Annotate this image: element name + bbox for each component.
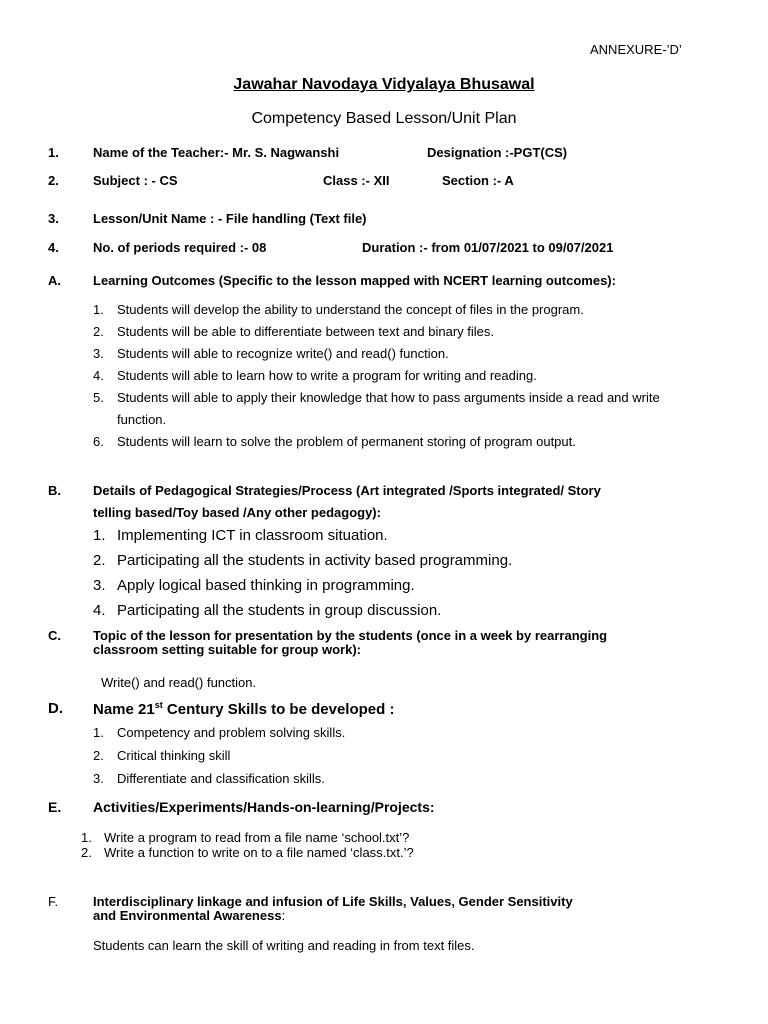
field-number-2: 2. [48,173,59,188]
duration: Duration :- from 01/07/2021 to 09/07/2021 [362,240,614,255]
school-title: Jawahar Navodaya Vidyalaya Bhusawal [233,76,535,93]
field-number-1: 1. [48,145,59,160]
section-f-heading-line2: and Environmental Awareness: [93,908,286,923]
list-item: 1. Implementing ICT in classroom situation. [93,527,388,544]
section-a-letter: A. [48,273,61,288]
field-number-4: 4. [48,240,59,255]
section-f-body: Students can learn the skill of writing and reading in from text files. [93,938,475,953]
list-item: 3. Apply logical based thinking in programming. [93,577,415,594]
section-e-heading: Activities/Experiments/Hands-on-learning/Projects: [93,799,435,815]
section-b-heading-line1: Details of Pedagogical Strategies/Process (Art integrated /Sports integrated/ Story [93,483,601,498]
section-c-heading-line2: classroom setting suitable for group work): [93,642,361,657]
list-item: 4. Participating all the students in group discussion. [93,602,442,619]
section-d-heading: Name 21st Century Skills to be developed : [93,700,395,718]
list-item: 5. Students will able to apply their knowledge that how to pass arguments inside a read and write [93,390,660,405]
learning-outcomes-list [93,302,660,456]
skills-list [93,725,345,794]
section-b-letter: B. [48,483,61,498]
pedagogy-list [93,527,512,627]
list-item: 4. Students will able to learn how to write a program for writing and reading. [93,368,537,383]
activities-list [81,830,414,860]
list-item: 3. Differentiate and classification skills. [93,771,325,786]
subject: Subject : - CS [93,173,178,188]
list-item: 2. Participating all the students in activity based programming. [93,552,513,569]
section-c-letter: C. [48,628,61,643]
list-item: 1. Write a program to read from a file name ‘school.txt’? [81,830,410,845]
list-item: 2. Students will be able to differentiate between text and binary files. [93,324,494,339]
list-item: 2. Critical thinking skill [93,748,231,763]
teacher-name: Name of the Teacher:- Mr. S. Nagwanshi [93,145,340,160]
section: Section :- A [442,173,514,188]
section-c-body: Write() and read() function. [101,675,257,690]
list-item: 1. Competency and problem solving skills. [93,725,346,740]
list-item: 2. Write a function to write on to a file named ‘class.txt.’? [81,845,414,860]
class: Class :- XII [323,173,390,188]
section-b-heading-line2: telling based/Toy based /Any other pedagogy): [93,505,381,520]
section-f-letter: F. [48,894,59,909]
list-item: 1. Students will develop the ability to understand the concept of files in the program. [93,302,584,317]
lesson-name: Lesson/Unit Name : - File handling (Text file) [93,211,367,226]
section-c-heading-line1: Topic of the lesson for presentation by the students (once in a week by rearranging [93,628,608,643]
field-number-3: 3. [48,211,59,226]
list-item: 3. Students will able to recognize write() and read() function. [93,346,449,361]
designation: Designation :-PGT(CS) [427,145,568,160]
annexure-label: ANNEXURE-’D’ [590,42,682,57]
plan-subtitle: Competency Based Lesson/Unit Plan [251,110,517,127]
section-a-heading: Learning Outcomes (Specific to the lesson mapped with NCERT learning outcomes): [93,273,616,288]
list-item-continuation: function. [117,412,167,427]
list-item: 6. Students will learn to solve the problem of permanent storing of program output. [93,434,576,449]
periods: No. of periods required :- 08 [93,240,267,255]
section-d-letter: D. [48,700,63,717]
section-f-heading-line1: Interdisciplinary linkage and infusion of Life Skills, Values, Gender Sensitivity [93,894,573,909]
section-e-letter: E. [48,799,62,815]
